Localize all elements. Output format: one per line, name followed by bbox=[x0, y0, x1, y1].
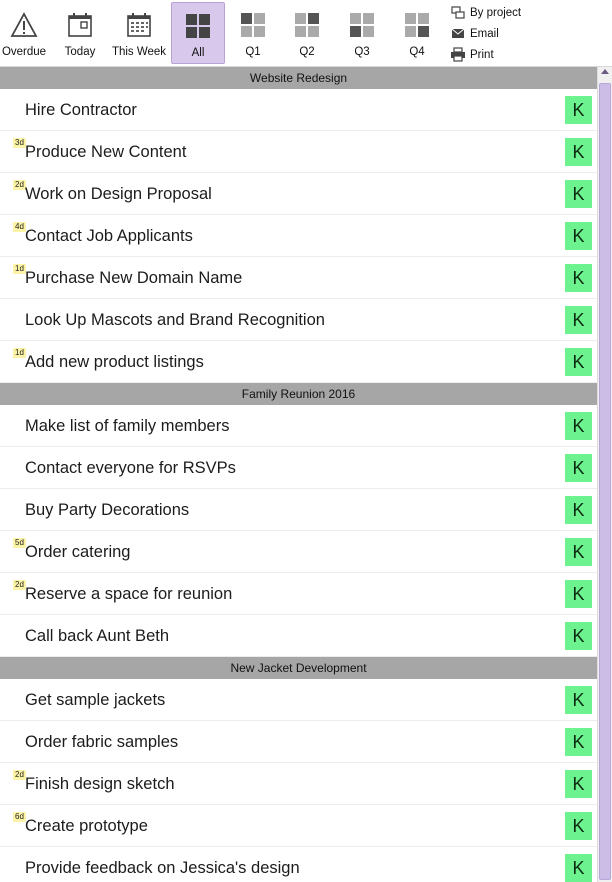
by-project-label: By project bbox=[470, 6, 522, 19]
assignee-avatar[interactable]: K bbox=[565, 580, 592, 608]
task-row[interactable] bbox=[0, 847, 597, 882]
task-row[interactable] bbox=[0, 763, 597, 805]
filter-today-label: Today bbox=[64, 46, 96, 58]
by-project-button[interactable] bbox=[450, 2, 610, 23]
task-title: Contact everyone for RSVPs bbox=[25, 459, 236, 477]
assignee-avatar[interactable]: K bbox=[565, 728, 592, 756]
due-badge: 1d bbox=[15, 264, 24, 273]
task-title: Buy Party Decorations bbox=[25, 501, 190, 519]
filter-q3-button[interactable] bbox=[335, 2, 389, 64]
assignee-avatar[interactable]: K bbox=[565, 686, 592, 714]
due-badge: 5d bbox=[15, 538, 24, 547]
task-row[interactable] bbox=[0, 615, 597, 657]
group-by-project-icon bbox=[451, 6, 465, 20]
task-row[interactable] bbox=[0, 131, 597, 173]
task-title: Hire Contractor bbox=[25, 101, 137, 119]
warning-triangle-icon bbox=[10, 12, 38, 38]
filter-q1-label: Q1 bbox=[245, 46, 261, 58]
filter-q3-label: Q3 bbox=[354, 46, 370, 58]
assignee-avatar[interactable]: K bbox=[565, 222, 592, 250]
task-row[interactable] bbox=[0, 721, 597, 763]
assignee-avatar[interactable]: K bbox=[565, 538, 592, 566]
filter-all-label: All bbox=[191, 47, 205, 59]
due-badge: 3d bbox=[15, 138, 24, 147]
filter-q2-label: Q2 bbox=[299, 46, 315, 58]
task-title: Create prototype bbox=[25, 817, 148, 835]
scroll-thumb[interactable] bbox=[599, 83, 611, 880]
filter-today-button[interactable] bbox=[53, 2, 107, 64]
task-row[interactable] bbox=[0, 679, 597, 721]
group-header-website-redesign[interactable]: Website Redesign bbox=[0, 67, 597, 89]
print-label: Print bbox=[470, 48, 494, 61]
task-list bbox=[0, 67, 597, 882]
task-row[interactable] bbox=[0, 173, 597, 215]
task-title: Purchase New Domain Name bbox=[25, 269, 243, 287]
print-button[interactable] bbox=[450, 44, 610, 65]
assignee-avatar[interactable]: K bbox=[565, 264, 592, 292]
scroll-up-arrow-icon[interactable] bbox=[601, 69, 609, 74]
task-row[interactable] bbox=[0, 447, 597, 489]
task-title: Reserve a space for reunion bbox=[25, 585, 233, 603]
filter-overdue-button[interactable] bbox=[0, 2, 48, 64]
email-label: Email bbox=[470, 27, 499, 40]
due-badge: 4d bbox=[15, 222, 24, 231]
task-title: Look Up Mascots and Brand Recognition bbox=[25, 311, 325, 329]
assignee-avatar[interactable]: K bbox=[565, 622, 592, 650]
toolbar bbox=[0, 0, 612, 67]
quadrant-q4-icon bbox=[404, 12, 430, 38]
due-badge: 6d bbox=[15, 812, 24, 821]
filter-all-button[interactable] bbox=[171, 2, 225, 64]
task-title: Finish design sketch bbox=[25, 775, 175, 793]
toolbar-actions bbox=[450, 2, 610, 65]
task-title: Get sample jackets bbox=[25, 691, 166, 709]
task-row[interactable] bbox=[0, 531, 597, 573]
assignee-avatar[interactable]: K bbox=[565, 854, 592, 882]
due-badge: 1d bbox=[15, 348, 24, 357]
filter-q4-label: Q4 bbox=[409, 46, 425, 58]
assignee-avatar[interactable]: K bbox=[565, 180, 592, 208]
quadrant-q2-icon bbox=[294, 12, 320, 38]
due-badge: 2d bbox=[15, 180, 24, 189]
task-row[interactable] bbox=[0, 573, 597, 615]
task-row[interactable] bbox=[0, 89, 597, 131]
due-badge: 2d bbox=[15, 580, 24, 589]
task-row[interactable] bbox=[0, 341, 597, 383]
filter-this-week-label: This Week bbox=[111, 46, 167, 58]
quadrant-q3-icon bbox=[349, 12, 375, 38]
assignee-avatar[interactable]: K bbox=[565, 770, 592, 798]
task-row[interactable] bbox=[0, 257, 597, 299]
task-title: Add new product listings bbox=[25, 353, 204, 371]
due-badge: 2d bbox=[15, 770, 24, 779]
assignee-avatar[interactable]: K bbox=[565, 496, 592, 524]
task-title: Provide feedback on Jessica's design bbox=[25, 859, 300, 877]
quadrant-q1-icon bbox=[240, 12, 266, 38]
task-title: Order fabric samples bbox=[25, 733, 179, 751]
assignee-avatar[interactable]: K bbox=[565, 812, 592, 840]
vertical-scrollbar[interactable] bbox=[597, 67, 612, 882]
task-title: Make list of family members bbox=[25, 417, 230, 435]
task-title: Call back Aunt Beth bbox=[25, 627, 170, 645]
calendar-week-icon bbox=[126, 12, 152, 38]
filter-q1-button[interactable] bbox=[226, 2, 280, 64]
assignee-avatar[interactable]: K bbox=[565, 454, 592, 482]
assignee-avatar[interactable]: K bbox=[565, 306, 592, 334]
quadrants-all-icon bbox=[185, 13, 211, 39]
email-button[interactable] bbox=[450, 23, 610, 44]
task-title: Work on Design Proposal bbox=[25, 185, 212, 203]
calendar-today-icon bbox=[67, 12, 93, 38]
task-title: Order catering bbox=[25, 543, 131, 561]
task-row[interactable] bbox=[0, 805, 597, 847]
filter-q4-button[interactable] bbox=[390, 2, 444, 64]
assignee-avatar[interactable]: K bbox=[565, 96, 592, 124]
assignee-avatar[interactable]: K bbox=[565, 412, 592, 440]
task-row[interactable] bbox=[0, 215, 597, 257]
printer-icon bbox=[450, 47, 466, 62]
task-row[interactable] bbox=[0, 489, 597, 531]
filter-this-week-button[interactable] bbox=[110, 2, 168, 64]
email-icon bbox=[451, 28, 465, 40]
group-header-family-reunion[interactable]: Family Reunion 2016 bbox=[0, 383, 597, 405]
filter-overdue-label: Overdue bbox=[1, 46, 47, 58]
task-title: Contact Job Applicants bbox=[25, 227, 193, 245]
assignee-avatar[interactable]: K bbox=[565, 348, 592, 376]
task-title: Produce New Content bbox=[25, 143, 187, 161]
filter-q2-button[interactable] bbox=[280, 2, 334, 64]
group-header-new-jacket-development[interactable]: New Jacket Development bbox=[0, 657, 597, 679]
assignee-avatar[interactable]: K bbox=[565, 138, 592, 166]
task-row[interactable] bbox=[0, 299, 597, 341]
task-row[interactable] bbox=[0, 405, 597, 447]
